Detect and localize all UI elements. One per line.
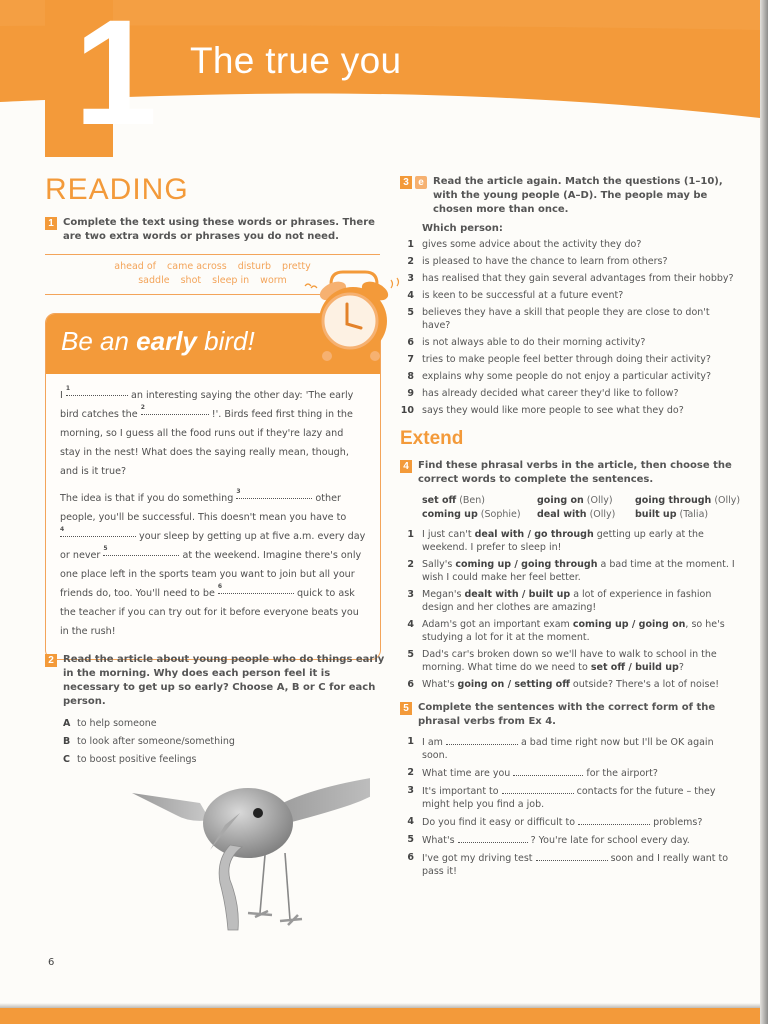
list-item: 3 Megan's dealt with / built up a lot of experience in fashion design and her clothes are amazing!: [407, 589, 712, 613]
gap-2-input[interactable]: 2: [141, 405, 209, 415]
alarm-clock-icon: [303, 266, 403, 366]
exercise-3-instruction: [400, 175, 740, 217]
unit-number: 1: [74, 0, 154, 156]
right-column: [400, 175, 740, 882]
gap-1-input[interactable]: 1: [66, 386, 128, 396]
word-option: worm: [260, 275, 287, 286]
list-item: 2 Sally's coming up / going through a bad time at the moment. I wish I could make her feel better.: [407, 559, 735, 583]
list-item: 1 gives some advice about the activity they do?: [407, 239, 642, 250]
instruction-text: Complete the sentences with the correct form of the phrasal verbs from Ex 4.: [418, 702, 716, 727]
ex5-sentence-list: [400, 735, 740, 878]
answer-gap-input[interactable]: [536, 851, 608, 861]
phrasal-verb: built up (Talia): [635, 509, 709, 520]
list-item: 6 What's going on / setting off outside? There's a lot of noise!: [407, 679, 720, 690]
list-item: 6 is not always able to do their morning activity?: [407, 337, 646, 348]
word-option: pretty: [282, 261, 311, 272]
answer-gap-input[interactable]: [458, 833, 528, 843]
answer-gap-input[interactable]: [513, 766, 583, 776]
option-b: B to look after someone/something: [63, 736, 235, 747]
exam-task-icon: e: [415, 176, 427, 189]
list-item: 2 is pleased to have the chance to learn from others?: [407, 256, 668, 267]
option-a: A to help someone: [63, 718, 157, 729]
choice-option[interactable]: going on / setting off: [457, 679, 570, 690]
gap-4-input[interactable]: 4: [60, 527, 136, 537]
phrasal-verb: deal with (Olly): [537, 509, 616, 520]
gap-6-input[interactable]: 6: [218, 584, 294, 594]
exercise-number-badge: 5: [400, 702, 412, 715]
exercise-number-badge: 2: [45, 654, 57, 667]
ex3-question-list: [400, 238, 740, 417]
list-item: 5 What's ? You're late for school every day.: [407, 834, 690, 846]
unit-title: The true you: [190, 40, 402, 81]
list-item: 4 Adam's got an important exam coming up / going on, so he's studying a lot for it at the moment.: [407, 619, 725, 643]
footer-band: [0, 1008, 768, 1024]
choice-option[interactable]: coming up / going on: [572, 619, 686, 630]
phrasal-verb-list: [422, 495, 740, 520]
list-item: 4 Do you find it easy or difficult to problems?: [407, 816, 703, 828]
article-body: [46, 374, 380, 659]
word-option: sleep in: [212, 275, 250, 286]
list-item: 5 believes they have a skill that people they are close to don't have?: [407, 307, 710, 331]
book-spine-shadow: [760, 0, 768, 1024]
choice-option[interactable]: set off / build up: [590, 662, 679, 673]
which-person-heading: Which person:: [422, 223, 503, 234]
list-item: 9 has already decided what career they'd like to follow?: [407, 388, 679, 399]
article-title: Be an early bird!: [61, 326, 255, 356]
list-item: 1 I just can't deal with / go through getting up early at the weekend. I prefer to sleep in!: [407, 529, 704, 553]
word-option: disturb: [237, 261, 272, 272]
gap-5-input[interactable]: 5: [103, 546, 179, 556]
extend-heading: Extend: [400, 428, 464, 449]
exercise-2-instruction: [45, 653, 385, 709]
left-column: [45, 170, 385, 765]
list-item: 6 I've got my driving test soon and I really want to pass it!: [407, 852, 729, 877]
exercise-number-badge: 3: [400, 176, 412, 189]
ex4-sentence-list: [400, 528, 740, 691]
instruction-text: Find these phrasal verbs in the article, then choose the correct words to complete the sentences.: [418, 460, 732, 485]
option-c: C to boost positive feelings: [63, 754, 197, 765]
options-list: [63, 715, 385, 769]
bird-with-worm-illustration: [130, 765, 370, 935]
exercise-2: [45, 653, 385, 769]
list-item: 8 explains why some people do not enjoy a particular activity?: [407, 371, 712, 382]
phrasal-verb: going through (Olly): [635, 495, 741, 506]
list-item: 3 has realised that they gain several advantages from their hobby?: [407, 273, 734, 284]
exercise-1-instruction: [45, 216, 385, 244]
article-paragraph-1: I $^1$ an interesting saying the other day: 'The early bird catches the $^2$ !'. Birds feed first thing in the morning, so I guess all the food runs out if they're lazy and stay in the nest! What does the saying really mean, though, and is it true?: [60, 385, 354, 477]
list-item: 1 I am a bad time right now but I'll be OK again soon.: [407, 736, 714, 761]
list-item: 2 What time are you for the airport?: [407, 767, 658, 779]
word-option: ahead of: [114, 261, 157, 272]
choice-option[interactable]: coming up / going through: [455, 559, 598, 570]
phrasal-verb: set off (Ben): [422, 495, 485, 506]
word-option: shot: [180, 275, 202, 286]
list-item: 5 Dad's car's broken down so we'll have to walk to school in the morning. What time do we need to set off / build up?: [407, 649, 717, 673]
exercise-4-instruction: [400, 459, 740, 487]
exercise-5-instruction: [400, 701, 740, 729]
choice-option[interactable]: dealt with / built up: [464, 589, 571, 600]
page-number: 6: [48, 957, 55, 968]
answer-gap-input[interactable]: [446, 735, 518, 745]
list-item: 7 tries to make people feel better through doing their activity?: [407, 354, 711, 365]
choice-option[interactable]: deal with / go through: [474, 529, 594, 540]
word-option: saddle: [138, 275, 170, 286]
instruction-text: Read the article about young people who do things early in the morning. Why does each person feel it is necessary to get up so early? Choose A, B or C for each person.: [63, 654, 385, 707]
gap-3-input[interactable]: 3: [236, 489, 312, 499]
list-item: 4 is keen to be successful at a future event?: [407, 290, 624, 301]
word-option: came across: [167, 261, 227, 272]
exercise-number-badge: 4: [400, 460, 412, 473]
instruction-text: Read the article again. Match the questions (1–10), with the young people (A–D). The people may be chosen more than once.: [433, 176, 723, 215]
list-item: 3 It's important to contacts for the future – they might help you find a job.: [407, 785, 716, 810]
instruction-text: Complete the text using these words or phrases. There are two extra words or phrases you do not need.: [63, 217, 375, 242]
article-paragraph-2: The idea is that if you do something $^3$ other people, you'll be successful. This doesn't mean you have to $^4$ your sleep by getting up at five a.m. every day or never $^5$ at the weekend. Imagine there's only one place left in the sports team you want to join but all your friends do, too. You'll need to be $^6$ quick to ask the teacher if you can try out for it before everyone beats you in the rush!: [60, 488, 366, 637]
exercise-number-badge: 1: [45, 217, 57, 230]
phrasal-verb: going on (Olly): [537, 495, 613, 506]
phrasal-verb: coming up (Sophie): [422, 509, 521, 520]
list-item: 10 says they would like more people to see what they do?: [400, 405, 684, 416]
answer-gap-input[interactable]: [578, 815, 650, 825]
answer-gap-input[interactable]: [502, 784, 574, 794]
reading-heading: READING: [45, 173, 189, 206]
